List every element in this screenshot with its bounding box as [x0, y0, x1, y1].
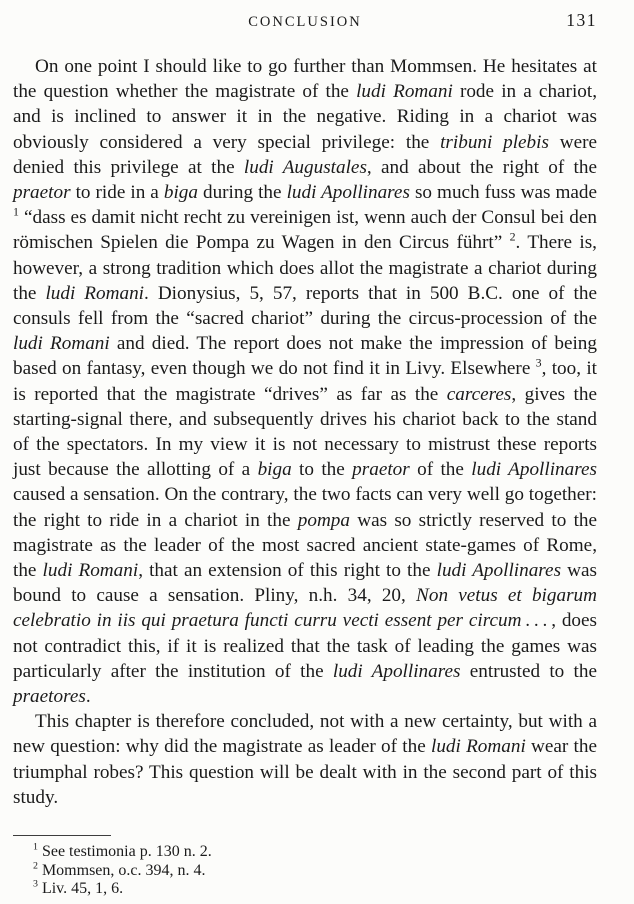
- page-number: 131: [566, 10, 597, 30]
- footnote-1: [13, 843, 597, 862]
- footnote-separator-rule: [13, 835, 111, 836]
- running-title: CONCLUSION: [248, 14, 362, 30]
- paragraph-2: This chapter is therefore concluded, not with a new certainty, but with a new question: why did the magistrate as leader of the ludi Romani wear the triumphal robes? This question will be dealt with in the second part of this study.: [13, 711, 597, 808]
- footnote-2: [13, 862, 597, 881]
- body-text: [13, 54, 597, 810]
- page-header: [13, 10, 597, 31]
- footnote-1-text: See testimonia p. 130 n. 2.: [41, 843, 212, 861]
- footnote-3-marker: 3: [33, 879, 38, 891]
- footnote-2-marker: 2: [33, 860, 38, 872]
- paragraph-1: On one point I should like to go further than Mommsen. He hesitates at the question whether the magistrate of the ludi Romani rode in a chariot, and is inclined to answer it in the negative. Riding in a chariot was obviously considered a very special privilege: the tribuni plebis were denied this privilege at the ludi Augustales, and about the right of the praetor to ride in a biga during the ludi Apollinares so much fuss was made $^1$ “dass es damit nicht recht zu vereinigen ist, wenn auch der Consul bei den römischen Spielen die Pompa zu Wagen in den Circus führt” $^2$. There is, however, a strong tradition which does allot the magistrate a chariot during the ludi Romani. Dionysius, 5, 57, reports that in 500 B.C. one of the consuls fell from the “sacred chariot” during the circus-procession of the ludi Romani and died. The report does not make the impression of being based on fantasy, even though we do not find it in Livy. Elsewhere $^3$, too, it is reported that the magistrate “drives” as far as the carceres, gives the starting-signal there, and subsequently drives his chariot back to the stand of the spectators. In my view it is not necessary to mistrust these reports just because the allotting of a biga to the praetor of the ludi Apollinares caused a sensation. On the contrary, the two facts can very well go together: the right to ride in a chariot in the pompa was so strictly reserved to the magistrate as the leader of the most sacred ancient state-games of Rome, the ludi Romani, that an extension of this right to the ludi Apollinares was bound to cause a sensation. Pliny, n.h. 34, 20, Non vetus et bigarum celebratio in iis qui praetura functi curru vecti essent per circum . . . , does not contradict this, if it is realized that the task of leading the games was particularly after the institution of the ludi Apollinares entrusted to the praetores.: [13, 56, 598, 708]
- footnotes-section: [13, 835, 597, 899]
- footnote-3-text: Liv. 45, 1, 6.: [41, 880, 124, 898]
- footnote-1-marker: 1: [33, 841, 38, 853]
- footnote-3: [13, 880, 597, 899]
- footnote-2-text: Mommsen, o.c. 394, n. 4.: [41, 861, 206, 879]
